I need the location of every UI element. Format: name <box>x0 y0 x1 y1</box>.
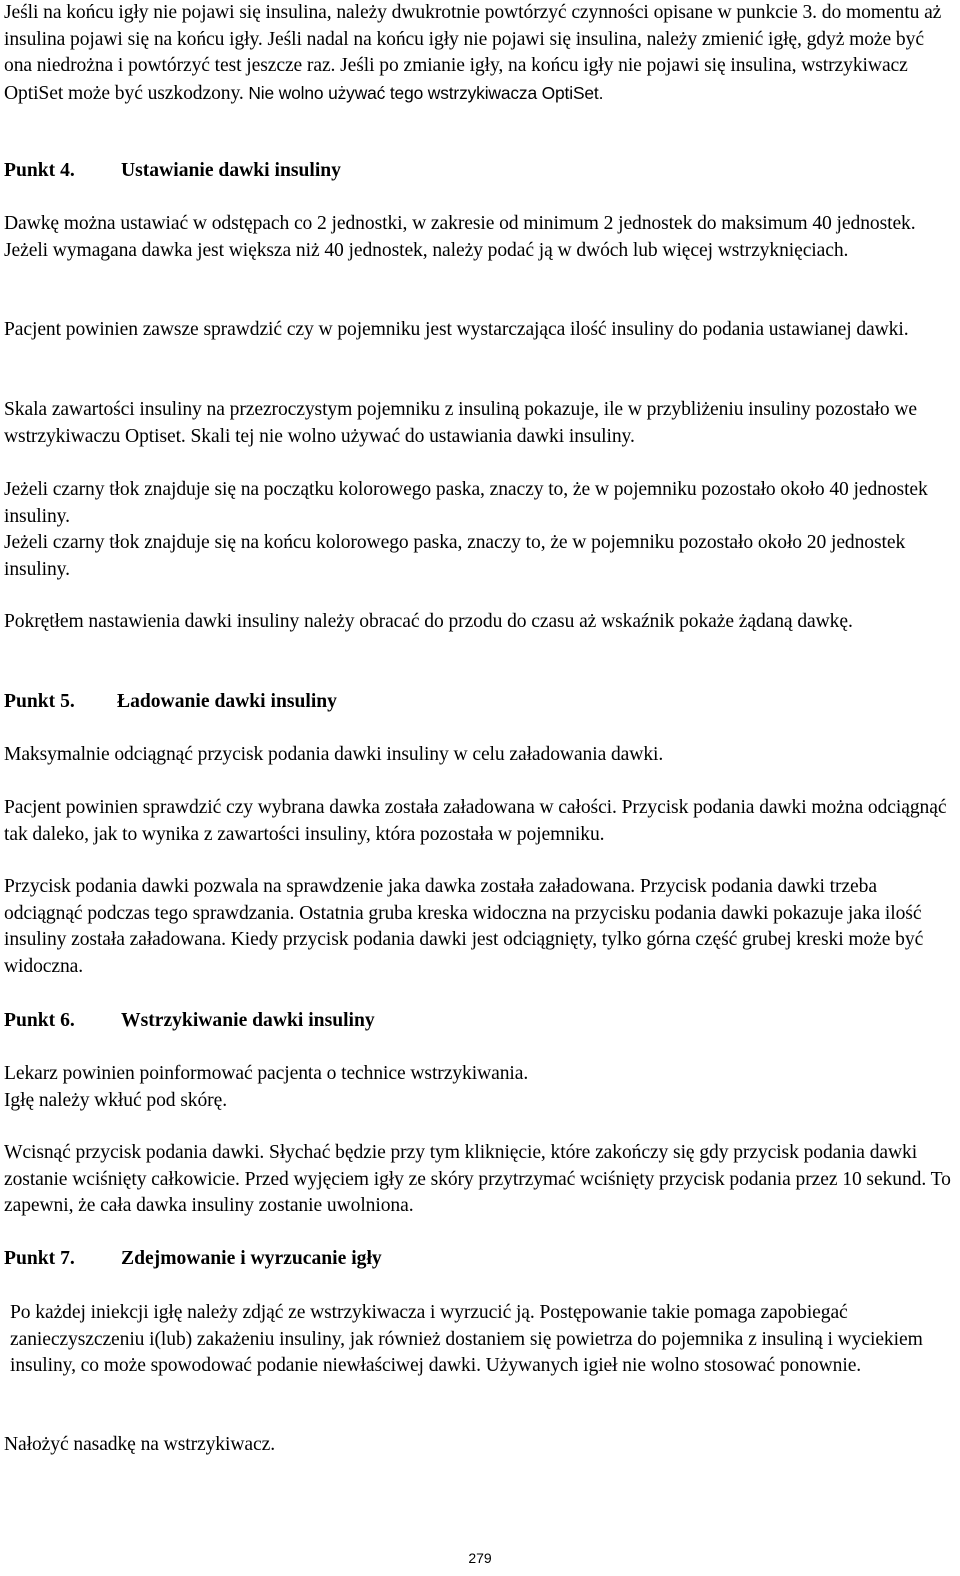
section-heading-7 <box>4 1246 382 1273</box>
section-number: Punkt 6. <box>4 1010 75 1031</box>
section-title: Ładowanie dawki insuliny <box>117 691 337 712</box>
paragraph: Skala zawartości insuliny na przezroczystym pojemniku z insuliną pokazuje, ile w przybliżeniu insuliny pozostało we wstrzykiwaczu Optiset. Skali tej nie wolno używać do ustawiania dawki insuliny. <box>4 399 917 447</box>
section-heading-6 <box>4 1008 375 1035</box>
paragraph: Przycisk podania dawki pozwala na sprawdzenie jaka dawka została załadowana. Przycisk podania dawki trzeba odciągnąć podczas tego sprawdzania. Ostatnia gruba kreska widoczna na przycisku podania dawki pokazuje jaka ilość insuliny została załadowana. Kiedy przycisk podania dawki jest odciągnięty, tylko górna część grubej kreski może być widoczna. <box>4 876 924 977</box>
page-number: 279 <box>468 1550 492 1566</box>
paragraph: Igłę należy wkłuć pod skórę. <box>4 1090 227 1111</box>
paragraph: Pacjent powinien sprawdzić czy wybrana dawka została załadowana w całości. Przycisk podania dawki można odciągnąć tak daleko, jak to wynika z zawartości insuliny, która pozostała w pojemniku. <box>4 797 947 845</box>
paragraph: Jeżeli czarny tłok znajduje się na końcu kolorowego paska, znaczy to, że w pojemniku pozostało około 20 jednostek insuliny. <box>4 532 906 580</box>
section-heading-5 <box>4 689 337 716</box>
section-number: Punkt 5. <box>4 691 75 712</box>
section-number: Punkt 7. <box>4 1248 75 1269</box>
section-number: Punkt 4. <box>4 160 75 181</box>
section-heading-4 <box>4 158 341 185</box>
paragraph: Wcisnąć przycisk podania dawki. Słychać będzie przy tym kliknięcie, które zakończy się gdy przycisk podania dawki zostanie wciśnięty całkowicie. Przed wyjęciem igły ze skóry przytrzymać wciśnięty przycisk podania przez 10 sekund. To zapewni, że cała dawka insuliny zostanie uwolniona. <box>4 1142 951 1216</box>
paragraph: Jeżeli czarny tłok znajduje się na początku kolorowego paska, znaczy to, że w pojemniku pozostało około 40 jednostek insuliny. <box>4 479 928 527</box>
paragraph: Pokrętłem nastawienia dawki insuliny należy obracać do przodu do czasu aż wskaźnik pokaże żądaną dawkę. <box>4 611 853 632</box>
intro-paragraph <box>4 0 956 107</box>
section-title: Wstrzykiwanie dawki insuliny <box>121 1010 375 1031</box>
section-title: Ustawianie dawki insuliny <box>121 160 341 181</box>
section-title: Zdejmowanie i wyrzucanie igły <box>121 1248 382 1269</box>
intro-text: Jeśli na końcu igły nie pojawi się insulina, należy dwukrotnie powtórzyć czynności opisane w punkcie 3. do momentu aż insulina pojawi się na końcu igły. Jeśli nadal na końcu igły nie pojawi się insulina, należy zmienić igłę, gdyż może być ona niedrożna i powtórzyć test jeszcze raz. Jeśli po zmianie igły, na końcu igły nie pojawi się insulina, wstrzykiwacz OptiSet może być uszkodzony. <box>4 2 942 104</box>
paragraph: Pacjent powinien zawsze sprawdzić czy w pojemniku jest wystarczająca ilość insuliny do podania ustawianej dawki. <box>4 319 909 340</box>
paragraph: Lekarz powinien poinformować pacjenta o technice wstrzykiwania. <box>4 1063 529 1084</box>
intro-tail-text: Nie wolno używać tego wstrzykiwacza OptiSet. <box>243 82 604 103</box>
paragraph: Dawkę można ustawiać w odstępach co 2 jednostki, w zakresie od minimum 2 jednostek do maksimum 40 jednostek. Jeżeli wymagana dawka jest większa niż 40 jednostek, należy podać ją w dwóch lub więcej wstrzyknięciach. <box>4 213 916 261</box>
paragraph: Maksymalnie odciągnąć przycisk podania dawki insuliny w celu załadowania dawki. <box>4 744 664 765</box>
paragraph: Nałożyć nasadkę na wstrzykiwacz. <box>4 1434 275 1455</box>
paragraph: Po każdej iniekcji igłę należy zdjąć ze wstrzykiwacza i wyrzucić ją. Postępowanie takie pomaga zapobiegać zanieczyszczeniu i(lub) zakażeniu insuliny, jak również dostaniem się powietrza do pojemnika z insuliną i wyciekiem insuliny, co może spowodować podanie niewłaściwej dawki. Używanych igieł nie wolno stosować ponownie. <box>10 1302 923 1376</box>
